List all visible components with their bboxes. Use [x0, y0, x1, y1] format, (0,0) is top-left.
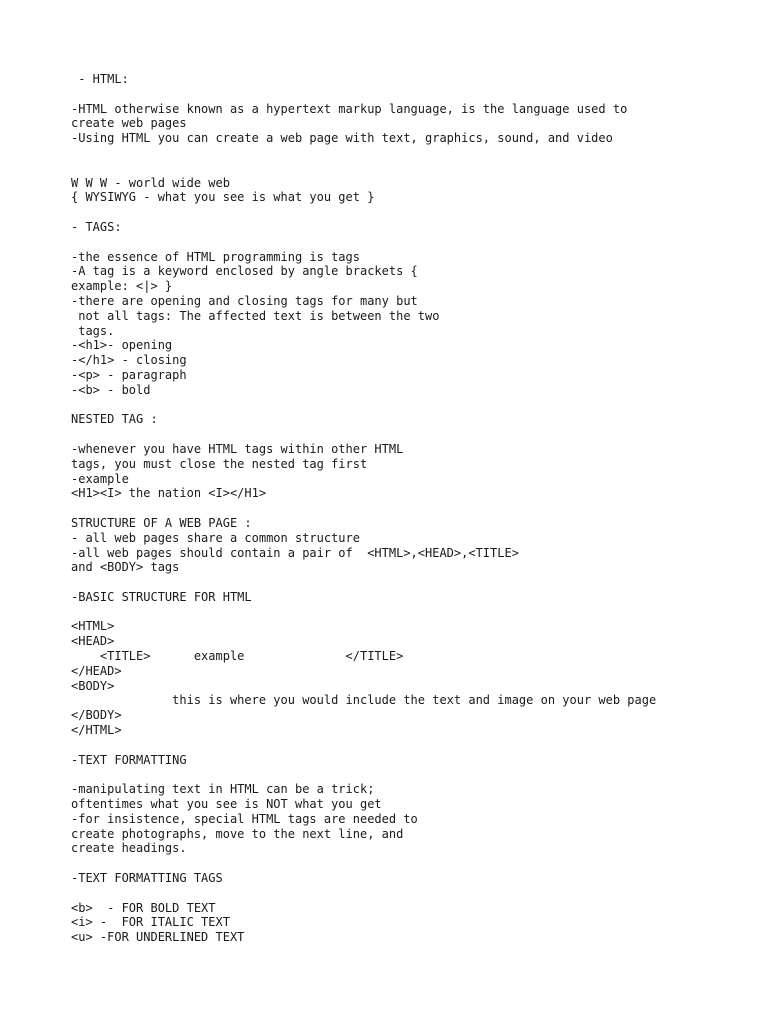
text-line: <b> - FOR BOLD TEXT [71, 900, 216, 915]
text-line: -HTML otherwise known as a hypertext markup language, is the language used to [71, 101, 628, 116]
text-line: example: <|> } [71, 279, 173, 294]
text-line: -</h1> - closing [71, 353, 187, 368]
text-line: tags. [71, 323, 115, 338]
text-line: -example [71, 471, 129, 486]
text-line: -<p> - paragraph [71, 367, 187, 382]
text-line: <BODY> [71, 678, 115, 693]
text-line [71, 398, 751, 413]
text-line: -BASIC STRUCTURE FOR HTML [71, 589, 252, 604]
text-line: </HTML> [71, 723, 122, 738]
text-line: this is where you would include the text and image on your web page [71, 693, 657, 708]
text-line: -whenever you have HTML tags within other HTML [71, 441, 404, 456]
text-line: NESTED TAG : [71, 412, 158, 427]
text-line: -Using HTML you can create a web page with text, graphics, sound, and video [71, 131, 613, 146]
text-line: STRUCTURE OF A WEB PAGE : [71, 515, 252, 530]
text-line: W W W - world wide web [71, 175, 230, 190]
text-line [71, 205, 751, 220]
text-line: - all web pages share a common structure [71, 530, 360, 545]
text-line [71, 501, 751, 516]
document-body [71, 72, 751, 945]
text-line [71, 146, 751, 161]
text-line: -all web pages should contain a pair of <HTML>,<HEAD>,<TITLE> [71, 545, 519, 560]
text-line [71, 87, 751, 102]
text-line: -manipulating text in HTML can be a trick; [71, 782, 375, 797]
text-line [71, 767, 751, 782]
text-line [71, 886, 751, 901]
text-line: <i> - FOR ITALIC TEXT [71, 915, 230, 930]
text-line: -the essence of HTML programming is tags [71, 249, 360, 264]
text-line: </HEAD> [71, 663, 122, 678]
text-line [71, 856, 751, 871]
text-line: -there are opening and closing tags for many but [71, 293, 418, 308]
text-line [71, 575, 751, 590]
text-line: -TEXT FORMATTING [71, 752, 187, 767]
text-line: <TITLE> example </TITLE> [71, 649, 404, 664]
text-line [71, 161, 751, 176]
text-line: -A tag is a keyword enclosed by angle brackets { [71, 264, 418, 279]
text-line: -<h1>- opening [71, 338, 173, 353]
text-line [71, 738, 751, 753]
text-line: not all tags: The affected text is between the two [71, 308, 440, 323]
text-line: <H1><I> the nation <I></H1> [71, 486, 267, 501]
text-line: and <BODY> tags [71, 560, 180, 575]
text-line [71, 427, 751, 442]
text-line: create photographs, move to the next line, and [71, 826, 404, 841]
text-line: <HEAD> [71, 634, 115, 649]
text-line [71, 605, 751, 620]
text-line: create web pages [71, 116, 187, 131]
text-line: <HTML> [71, 619, 115, 634]
text-line: { WYSIWYG - what you see is what you get } [71, 190, 375, 205]
text-line: <u> -FOR UNDERLINED TEXT [71, 930, 245, 945]
text-line: -TEXT FORMATTING TAGS [71, 871, 223, 886]
text-line: -for insistence, special HTML tags are needed to [71, 811, 418, 826]
text-line: tags, you must close the nested tag first [71, 456, 368, 471]
text-line: - HTML: [71, 72, 129, 86]
text-line: - TAGS: [71, 219, 122, 234]
text-line: oftentimes what you see is NOT what you get [71, 797, 382, 812]
text-line: -<b> - bold [71, 382, 151, 397]
text-line [71, 235, 751, 250]
text-line: create headings. [71, 841, 187, 856]
text-line: </BODY> [71, 708, 122, 723]
